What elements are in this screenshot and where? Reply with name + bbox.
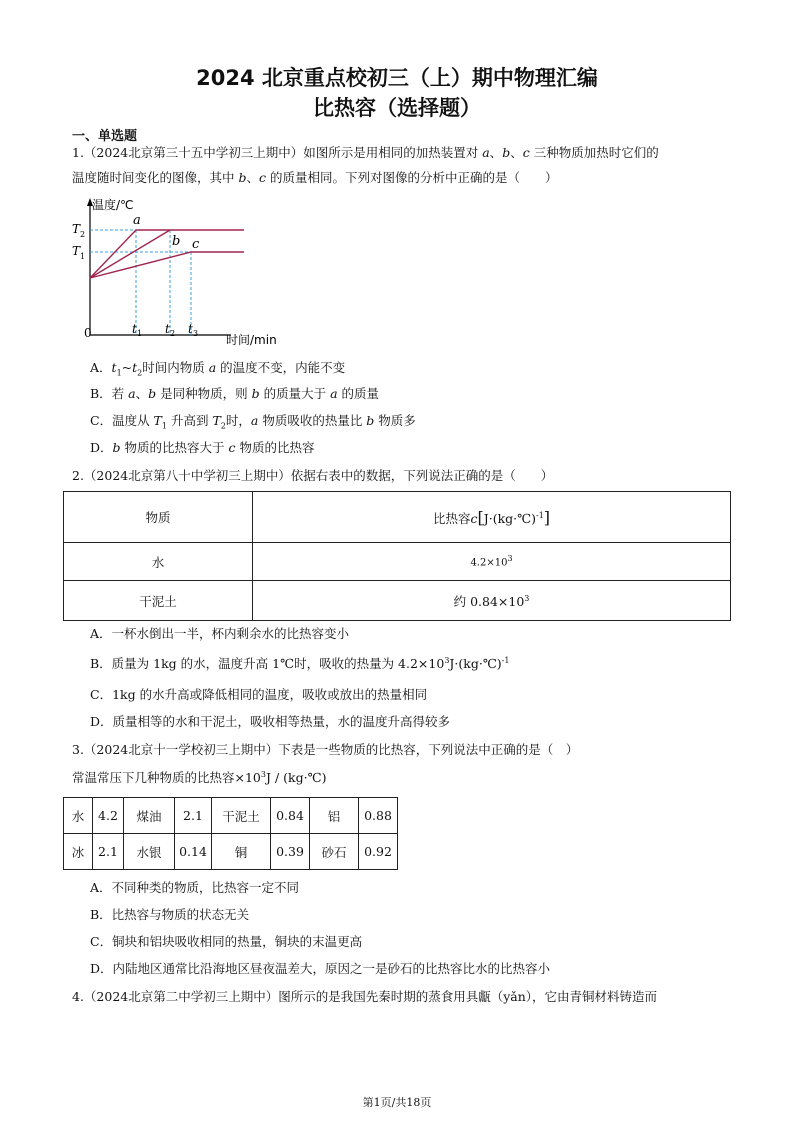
table-cell: 0.88	[359, 798, 398, 834]
q1-stem-line2: 温度随时间变化的图像，其中 b、c 的质量相同。下列对图像的分析中正确的是（ ）	[72, 170, 558, 185]
table-row	[64, 798, 398, 834]
page-title-line1: 2024 北京重点校初三（上）期中物理汇编	[196, 66, 598, 90]
table-cell: 约 $0.84\times 10^3$	[253, 581, 731, 621]
time-t1-label: t	[132, 322, 137, 336]
section-heading: 一、单选题	[72, 129, 138, 144]
x-axis-label: 时间/min	[226, 333, 277, 347]
curve-b-label: b	[172, 234, 181, 249]
q2-option-c[interactable]: C．1kg 的水升高或降低相同的温度，吸收或放出的热量相同	[90, 687, 428, 702]
table-row	[64, 543, 731, 581]
table-cell: $4.2\times 10^3$	[253, 543, 731, 581]
table-cell: 水	[64, 543, 253, 581]
origin-label: 0	[84, 326, 92, 340]
q3-specific-heat-table	[63, 797, 398, 870]
table-cell: 铝	[310, 798, 359, 834]
q2-option-a[interactable]: A．一杯水倒出一半，杯内剩余水的比热容变小	[90, 626, 350, 641]
temperature-time-graph	[66, 195, 296, 350]
q3-stem: 3.（2024北京十一学校初三上期中）下表是一些物质的比热容，下列说法中正确的是（ ）	[72, 742, 579, 757]
table-header-heat: 比热容c[J·(kg·℃)$^{-1}$]	[253, 492, 731, 543]
q2-stem: 2.（2024北京第八十中学初三上期中）依据右表中的数据，下列说法正确的是（ ）	[72, 468, 554, 483]
table-cell: 0.84	[271, 798, 310, 834]
q3-option-c[interactable]: C．铜块和铝块吸收相同的热量，铜块的末温更高	[90, 934, 363, 949]
table-row	[64, 834, 398, 870]
t1-temp-sub: 1	[80, 252, 86, 261]
q1-option-a[interactable]: A．$t_1\sim t_2$时间内物质 a 的温度不变，内能不变	[90, 360, 346, 378]
table-header-substance: 物质	[64, 492, 253, 543]
q1-option-c[interactable]: C．温度从 $T_1$ 升高到 $T_2$时，a 物质吸收的热量比 b 物质多	[90, 413, 416, 431]
q3-option-d[interactable]: D．内陆地区通常比沿海地区昼夜温差大，原因之一是砂石的比热容比水的比热容小	[90, 961, 551, 976]
t2-temp-label: T	[72, 222, 81, 236]
table-cell: 水	[64, 798, 93, 834]
page-title-line2: 比热容（选择题）	[313, 96, 481, 120]
table-cell: 0.14	[175, 834, 212, 870]
q1-option-b[interactable]: B．若 a、b 是同种物质，则 b 的质量大于 a 的质量	[90, 386, 380, 401]
t2-temp-sub: 2	[80, 230, 86, 239]
table-row	[64, 492, 731, 543]
q1-option-d[interactable]: D．b 物质的比热容大于 c 物质的比热容	[90, 440, 315, 455]
curve-c-label: c	[192, 237, 200, 252]
table-cell: 0.39	[271, 834, 310, 870]
table-cell: 2.1	[175, 798, 212, 834]
curve-a-label: a	[133, 213, 141, 228]
q2-option-b[interactable]: B．质量为 1kg 的水，温度升高 1℃时，吸收的热量为 $4.2\times 10^3J\cdot(kg\cdot℃)^{-1}$	[90, 655, 510, 671]
table-cell: 0.92	[359, 834, 398, 870]
curve-a	[90, 230, 244, 278]
time-t2-label: t	[165, 322, 170, 336]
q1-stem-line1: 1.（2024北京第三十五中学初三上期中）如图所示是用相同的加热装置对 a、b、c 三种物质加热时它们的	[72, 145, 659, 160]
time-t2-sub: 2	[170, 329, 176, 338]
q2-option-d[interactable]: D．质量相等的水和干泥土，吸收相等热量，水的温度升高得较多	[90, 714, 451, 729]
table-cell: 干泥土	[212, 798, 271, 834]
t1-temp-label: T	[72, 244, 81, 258]
q3-option-a[interactable]: A．不同种类的物质，比热容一定不同	[90, 880, 300, 895]
table-cell: 铜	[212, 834, 271, 870]
q4-stem: 4.（2024北京第二中学初三上期中）图所示的是我国先秦时期的蒸食用具甗（yǎn），它由青铜材料铸造而	[72, 989, 658, 1004]
table-cell: 4.2	[93, 798, 124, 834]
q3-table-caption: 常温常压下几种物质的比热容$\times 10^3J$ / (kg·℃)	[72, 769, 327, 785]
table-cell: 2.1	[93, 834, 124, 870]
table-cell: 冰	[64, 834, 93, 870]
table-cell: 煤油	[124, 798, 175, 834]
page-footer: 第1页/共18页	[362, 1096, 432, 1109]
q2-specific-heat-table	[63, 491, 731, 621]
table-row	[64, 581, 731, 621]
y-axis-label: 温度/℃	[92, 198, 134, 212]
curve-c	[90, 252, 244, 278]
table-cell: 水银	[124, 834, 175, 870]
time-t3-sub: 3	[193, 329, 199, 338]
table-cell: 干泥土	[64, 581, 253, 621]
time-t3-label: t	[188, 322, 193, 336]
time-t1-sub: 1	[137, 329, 143, 338]
table-cell: 砂石	[310, 834, 359, 870]
q3-option-b[interactable]: B．比热容与物质的状态无关	[90, 907, 250, 922]
